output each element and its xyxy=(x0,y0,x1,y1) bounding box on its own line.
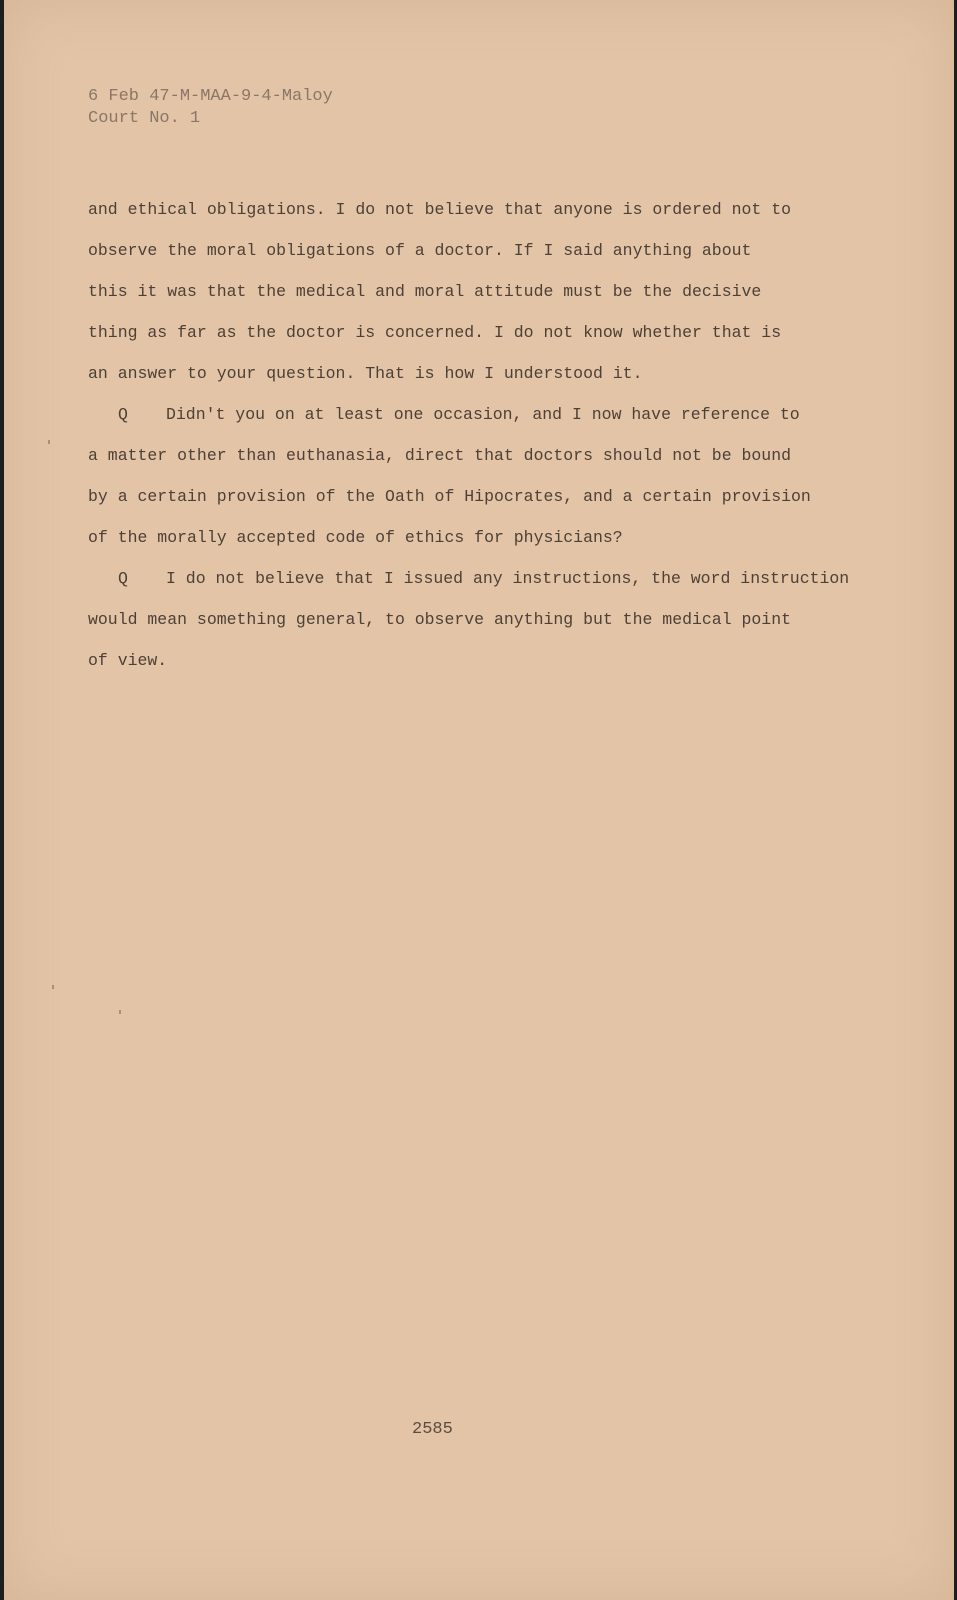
document-page xyxy=(4,0,954,1600)
paper-speck xyxy=(48,440,50,444)
answer-text: I do not believe that I issued any instructions, the word instruction xyxy=(166,569,850,588)
answer-line xyxy=(88,563,888,604)
paper-speck xyxy=(52,985,54,989)
question-line: by a certain provision of the Oath of Hipocrates, and a certain provision xyxy=(88,487,811,506)
question-line: of the morally accepted code of ethics for physicians? xyxy=(88,528,623,547)
paragraph-line: and ethical obligations. I do not believe that anyone is ordered not to xyxy=(88,200,792,219)
answer-marker: Q xyxy=(118,569,128,588)
transcript-body xyxy=(88,194,888,686)
paragraph-line: thing as far as the doctor is concerned. I do not know whether that is xyxy=(88,323,782,342)
paragraph-line: this it was that the medical and moral attitude must be the decisive xyxy=(88,282,762,301)
question-line: a matter other than euthanasia, direct that doctors should not be bound xyxy=(88,446,792,465)
paragraph-line: an answer to your question. That is how I understood it. xyxy=(88,364,643,383)
document-header xyxy=(88,86,333,130)
answer-line: of view. xyxy=(88,651,168,670)
header-court: Court No. 1 xyxy=(88,109,201,128)
paragraph-line: observe the moral obligations of a doctor. If I said anything about xyxy=(88,241,752,260)
question-marker: Q xyxy=(118,405,128,424)
question-text: Didn't you on at least one occasion, and I now have reference to xyxy=(166,405,800,424)
paper-speck xyxy=(119,1010,121,1014)
question-line xyxy=(88,399,888,440)
header-reference: 6 Feb 47-M-MAA-9-4-Maloy xyxy=(88,87,333,106)
answer-line: would mean something general, to observe anything but the medical point xyxy=(88,610,792,629)
page-number: 2585 xyxy=(412,1420,453,1439)
